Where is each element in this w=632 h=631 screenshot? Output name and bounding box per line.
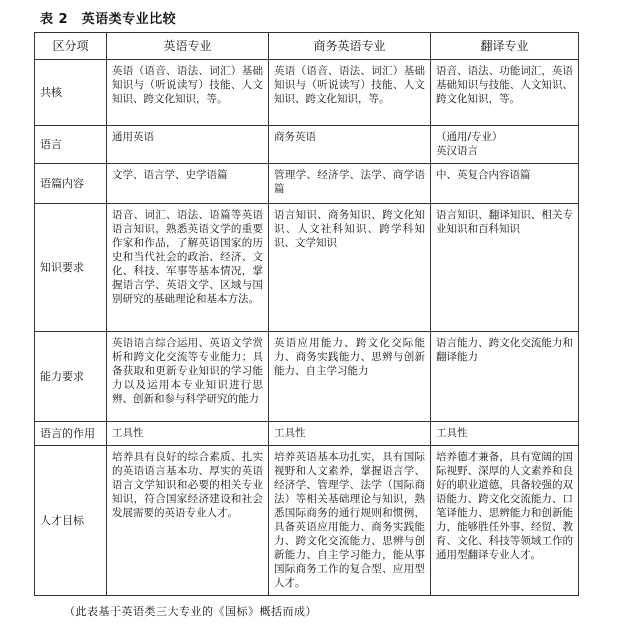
- comparison-table: [34, 32, 579, 596]
- table-row: [35, 164, 579, 204]
- table-cell: 管理学、经济学、法学、商学语篇: [269, 164, 431, 204]
- header-business-english: 商务英语专业: [269, 33, 431, 60]
- table-row: [35, 126, 579, 164]
- header-english: 英语专业: [107, 33, 269, 60]
- table-cell: 文学、语言学、史学语篇: [107, 164, 269, 204]
- table-cell: 工具性: [431, 422, 579, 446]
- table-cell: 工具性: [269, 422, 431, 446]
- header-item: 区分项: [35, 33, 107, 60]
- table-cell: 英语（语音、语法、词汇）基础知识与（听说读写）技能、人文知识、跨文化知识，等。: [269, 60, 431, 126]
- table-cell: （通用/专业） 英汉语言: [431, 126, 579, 164]
- table-row: [35, 446, 579, 596]
- row-label: 能力要求: [35, 332, 107, 422]
- table-row: [35, 332, 579, 422]
- table-cell: 英语应用能力、跨文化交际能力、商务实践能力、思辨与创新能力、自主学习能力: [269, 332, 431, 422]
- table-cell: 语言知识、商务知识、跨文化知识、人文社科知识、跨学科知识、文学知识: [269, 204, 431, 332]
- table-cell: 工具性: [107, 422, 269, 446]
- table-caption: 表 2 英语类专业比较: [40, 12, 177, 27]
- table-cell: 语言能力、跨文化交流能力和翻译能力: [431, 332, 579, 422]
- table-row: [35, 422, 579, 446]
- table-cell: 中、英复合内容语篇: [431, 164, 579, 204]
- table-cell: 语音、词汇、语法、语篇等英语语言知识，熟悉英语文学的重要作家和作品，了解英语国家的历史和当代社会的政治、经济、文化、科技、军事等基本情况，掌握语言学、英语文学、区域与国别研究的基础理论和基本方法。: [107, 204, 269, 332]
- table-row: [35, 60, 579, 126]
- row-label: 语言的作用: [35, 422, 107, 446]
- table-cell: 培养英语基本功扎实，具有国际视野和人文素养，掌握语言学、经济学、管理学、法学（国际商法）等相关基础理论与知识，熟悉国际商务的通行规则和惯例，具备英语应用能力、商务实践能力、跨文化交流能力、思辨与创新能力、自主学习能力，能从事国际商务工作的复合型、应用型人才。: [269, 446, 431, 596]
- row-label: 语言: [35, 126, 107, 164]
- table-note: （此表基于英语类三大专业的《国标》概括而成）: [64, 605, 317, 618]
- table-cell: 培养具有良好的综合素质、扎实的英语语言基本功、厚实的英语语言文学知识和必要的相关专业知识，符合国家经济建设和社会发展需要的英语专业人才。: [107, 446, 269, 596]
- table-header-row: [35, 33, 579, 60]
- table-cell: 培养德才兼备，具有宽阔的国际视野、深厚的人文素养和良好的职业道德，具备较强的双语能力、跨文化交流能力、口笔译能力、思辨能力和创新能力，能够胜任外事、经贸、教育、文化、科技等领域工作的通用型翻译专业人才。: [431, 446, 579, 596]
- header-translation: 翻译专业: [431, 33, 579, 60]
- table-cell: 语音、语法、功能词汇，英语基础知识与技能、人文知识、跨文化知识，等。: [431, 60, 579, 126]
- row-label: 共核: [35, 60, 107, 126]
- table-cell: 英语（语音、语法、词汇）基础知识与（听说读写）技能、人文知识、跨文化知识，等。: [107, 60, 269, 126]
- row-label: 语篇内容: [35, 164, 107, 204]
- table-cell: 通用英语: [107, 126, 269, 164]
- row-label: 人才目标: [35, 446, 107, 596]
- table-row: [35, 204, 579, 332]
- row-label: 知识要求: [35, 204, 107, 332]
- table-cell: 商务英语: [269, 126, 431, 164]
- table-cell: 英语语言综合运用、英语文学赏析和跨文化交流等专业能力；具备获取和更新专业知识的学习能力以及运用本专业知识进行思辨、创新和参与科学研究的能力: [107, 332, 269, 422]
- table-cell: 语言知识、翻译知识、相关专业知识和百科知识: [431, 204, 579, 332]
